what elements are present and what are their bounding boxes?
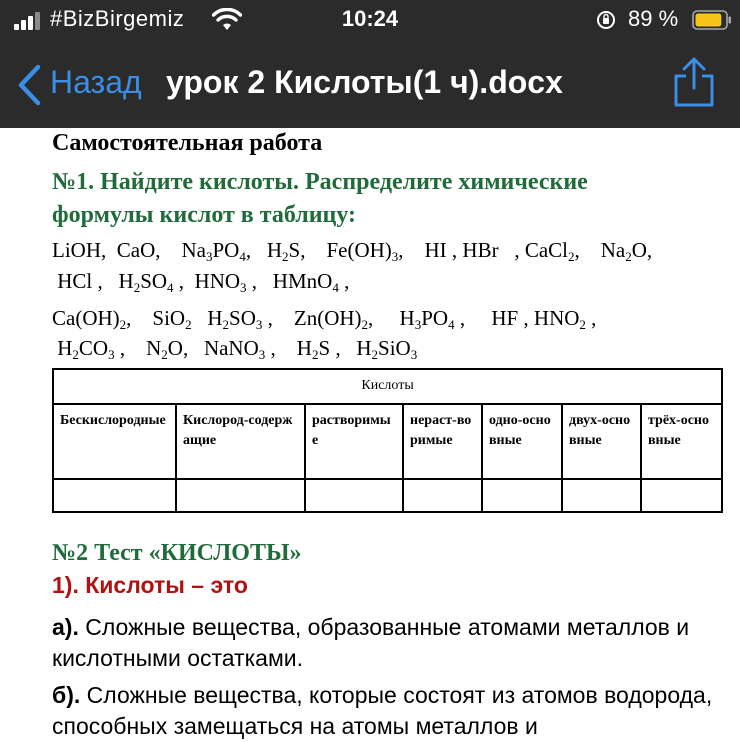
back-chevron-icon[interactable] xyxy=(16,64,42,106)
table-cell xyxy=(641,479,722,512)
table-cell xyxy=(562,479,641,512)
top-bar xyxy=(0,0,740,128)
table-column-header: Бескислородные xyxy=(53,404,176,480)
orientation-lock-icon xyxy=(596,10,616,30)
answer-a-label: а). xyxy=(52,614,79,640)
question-1: 1). Кислоты – это xyxy=(52,572,248,598)
table-header: Кислоты xyxy=(53,369,722,404)
answer-b-label: б). xyxy=(52,682,81,708)
table-column-header: одно-основные xyxy=(482,404,562,480)
answer-a-text: Сложные вещества, образованные атомами металлов и кислотными остатками. xyxy=(52,614,690,671)
status-time: 10:24 xyxy=(341,6,399,31)
acids-table xyxy=(52,368,723,513)
answer-b-text: Сложные вещества, которые состоят из атомов водорода, способных замещаться на атомы металлов и xyxy=(52,682,713,739)
share-icon[interactable] xyxy=(672,56,716,108)
formula-line: HCl , $H_2SO_4$ , $HNO_3$ , HMnO$_4$ , xyxy=(52,269,350,295)
table-cell xyxy=(176,479,305,512)
task1-instructions xyxy=(52,166,588,232)
table-column-header: трёх-основные xyxy=(641,404,722,480)
task2-title: №2 Тест «КИСЛОТЫ» xyxy=(52,540,302,566)
table-column-header: двух-основные xyxy=(562,404,641,480)
battery-percent: 89 % xyxy=(628,6,679,31)
task1-line2: формулы кислот в таблицу: xyxy=(52,202,357,228)
document-title: урок 2 Кислоты(1 ч).docx xyxy=(166,64,563,100)
table-cell xyxy=(53,479,176,512)
answer-option-b xyxy=(52,680,736,742)
table-cell xyxy=(482,479,562,512)
formula-line: $H_2CO_3$ , $N_2O$, NaNO$_3$ , $H_2S$ , $H_2SiO_3$ xyxy=(52,336,418,362)
document-content xyxy=(0,128,740,739)
formula-line: $Ca(OH)_2$, SiO$_2$ $H_2SO_3$ , $Zn(OH)_2$, $H_3PO_4$ , HF , $HNO_2$ , xyxy=(52,306,597,332)
table-column-header: нераст-воримые xyxy=(403,404,482,480)
formula-line: LiOH, CaO, $Na_3PO_4$, $H_2S$, $Fe(OH)_3$, HI , HBr , CaCl$_2$, $Na_2O$, xyxy=(52,238,653,264)
heading: Самостоятельная работа xyxy=(52,130,323,156)
table-column-header: растворимые xyxy=(305,404,403,480)
answer-option-a xyxy=(52,612,736,674)
table-cell xyxy=(305,479,403,512)
back-button[interactable]: Назад xyxy=(50,64,142,100)
task1-line1: №1. Найдите кислоты. Распределите химические xyxy=(52,169,588,195)
status-bar xyxy=(0,0,740,40)
battery-icon xyxy=(692,10,732,30)
carrier-name: #BizBirgemiz xyxy=(50,6,185,31)
table-cell xyxy=(403,479,482,512)
table-column-header: Кислород-содержащие xyxy=(176,404,305,480)
